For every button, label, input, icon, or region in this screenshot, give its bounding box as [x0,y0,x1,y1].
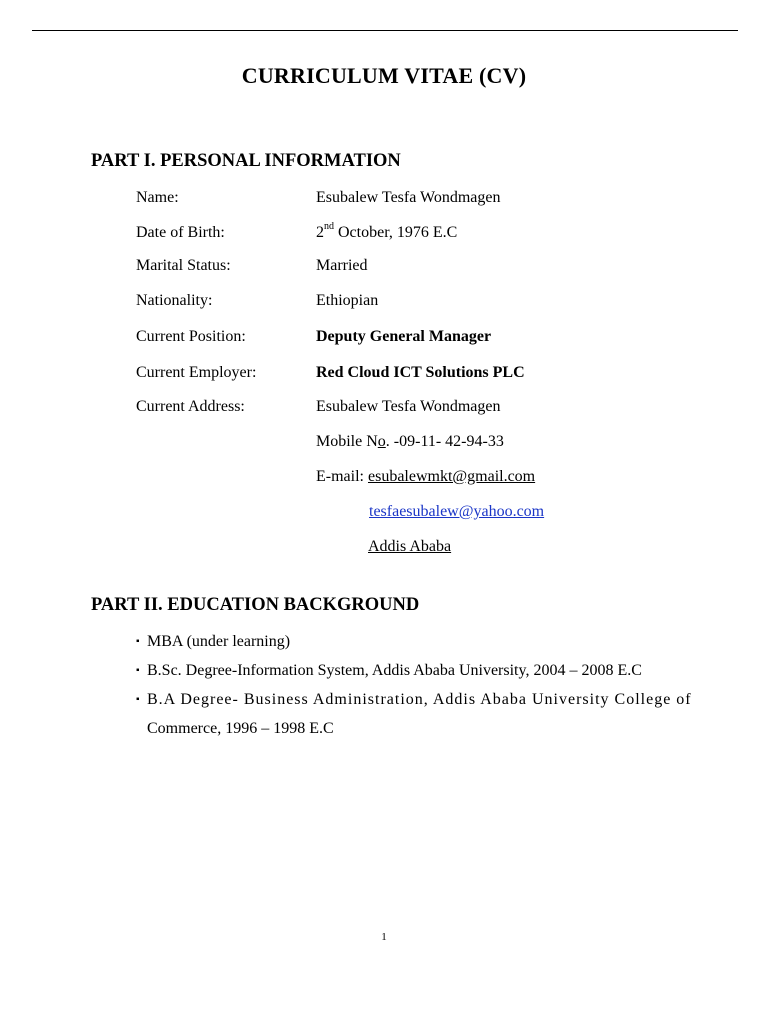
field-value: Married [316,257,368,274]
field-label: Nationality: [136,292,213,309]
field-value: Esubalew Tesfa Wondmagen [316,189,501,206]
bullet-icon: ▪ [136,665,140,676]
field-label: Current Address: [136,398,245,415]
email-link-gmail[interactable]: esubalewmkt@gmail.com [367,468,536,485]
education-item-text: MBA (under learning) [147,633,291,650]
email-link-yahoo-text[interactable]: tesfaesubalew@yahoo.com [369,503,545,520]
education-item-ba [136,691,692,709]
page-number: 1 [381,931,387,943]
field-label: Current Position: [136,328,246,345]
field-value [316,221,458,242]
top-rule [32,30,738,31]
mobile-prefix: Mobile N [316,433,378,450]
dob-rest: October, 1976 E.C [334,224,458,241]
email-label: E-mail: [316,468,368,485]
address-name: Esubalew Tesfa Wondmagen [316,398,501,415]
field-name [0,189,768,211]
education-item-mba [136,633,290,651]
field-label: Marital Status: [136,257,231,274]
field-current-employer [0,364,768,386]
mobile-number [316,433,504,451]
education-item-text: B.A Degree- Business Administration, Addis Ababa University College of [147,691,692,708]
dob-suffix: nd [324,221,334,232]
section-heading-education: PART II. EDUCATION BACKGROUND [91,595,420,615]
email-link-yahoo[interactable] [369,503,544,521]
mobile-digits: . -09-11- 42-94-33 [385,433,504,450]
field-label: Current Employer: [136,364,257,381]
document-title: CURRICULUM VITAE (CV) [241,63,527,88]
dob-day: 2 [316,224,324,241]
field-nationality [0,292,768,314]
education-item-text: B.Sc. Degree-Information System, Addis Ababa University, 2004 – 2008 E.C [147,662,642,679]
field-label: Date of Birth: [136,224,225,241]
mobile-o: o [377,433,386,450]
email-line [316,468,535,486]
bullet-icon: ▪ [136,636,140,647]
field-label: Name: [136,189,179,206]
section-heading-personal: PART I. PERSONAL INFORMATION [91,151,401,171]
field-current-position [0,328,768,350]
field-value: Deputy General Manager [316,328,492,345]
address-city-text: Addis Ababa [368,538,452,555]
address-city [368,538,451,556]
field-current-address [0,398,768,420]
field-value: Ethiopian [316,292,379,309]
bullet-icon: ▪ [136,694,140,705]
field-marital-status [0,257,768,279]
education-item-bsc [136,662,642,680]
education-item-ba-continuation: Commerce, 1996 – 1998 E.C [147,720,334,737]
field-value: Red Cloud ICT Solutions PLC [316,364,525,381]
field-date-of-birth [0,221,768,246]
